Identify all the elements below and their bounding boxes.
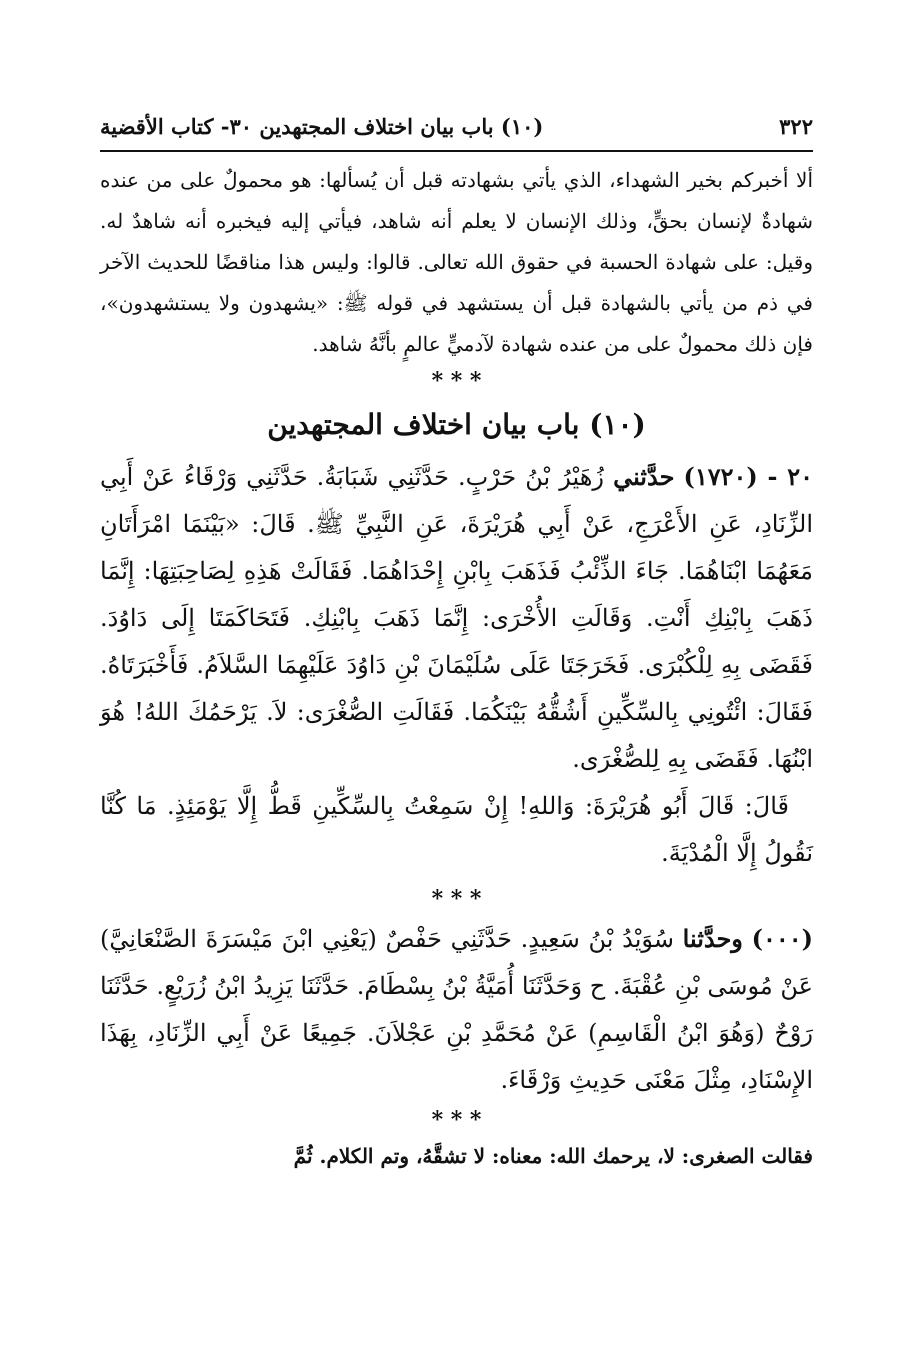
hadith-2-number: (٠٠٠) [751,924,813,953]
hadith-1-number: ٢٠ - (١٧٢٠) [683,462,814,491]
running-title: (١٠) باب بيان اختلاف المجتهدين ٣٠- كتاب الأقضية [100,114,544,139]
hadith-1-opening: حدَّثني [613,462,675,491]
commentary-bottom-paragraph: فقالت الصغرى: لا، يرحمك الله: معناه: لا تشقَّهُ، وتم الكلام. ثُمَّ [293,1144,813,1168]
hadith-2-opening: وحدَّثنا [682,924,743,953]
commentary-top [100,160,813,365]
page-header [100,108,813,148]
separator-stars-3: * * * [431,1107,482,1133]
commentary-paragraph: ألا أخبركم بخير الشهداء، الذي يأتي بشهادته قبل أن يُسألها: هو محمولٌ على من عنده شهادةٌ لإنسان بحقٍّ، وذلك الإنسان لا يعلم أنه شاهد، فيأتي إليه فيخبره أنه شاهدٌ له. وقيل: على شهادة الحسبة في حقوق الله تعالى. قالوا: وليس هذا مناقضًا للحديث الآخر في ذم من يأتي بالشهادة قبل أن يستشهد في قوله ﷺ: «يشهدون ولا يستشهدون»، فإن ذلك محمولٌ على من عنده شهادة لآدميٍّ عالمٍ بأنَّهُ شاهد. [100,168,813,356]
hadith-2-text [100,915,813,1104]
page-body [100,160,813,1177]
header-rule [100,150,813,152]
hadith-2-body: سُوَيْدُ بْنُ سَعِيدٍ. حَدَّثَنِي حَفْصٌ (يَعْنِي ابْنَ مَيْسَرَةَ الصَّنْعَانِيَّ) عَنْ مُوسَى بْنِ عُقْبَةَ. ح وَحَدَّثَنَا أُمَيَّةُ بْنُ بِسْطَامَ. حَدَّثَنَا يَزِيدُ ابْنُ زُرَيْعٍ. حَدَّثَنَا رَوْحٌ (وَهُوَ ابْنُ الْقَاسِمِ) عَنْ مُحَمَّدِ بْنِ عَجْلاَنَ. جَمِيعًا عَنْ أَبِي الزِّنَادِ، بِهَذَا الإِسْنَادِ، مِثْلَ مَعْنَى حَدِيثِ وَرْقَاءَ. [100,925,813,1094]
page-number: ٣٢٢ [779,114,813,139]
commentary-bottom [100,1136,813,1177]
separator-stars-2: * * * [431,886,482,912]
chapter-title: (١٠) باب بيان اختلاف المجتهدين [267,408,646,441]
hadith-1-body: زُهَيْرُ بْنُ حَرْبٍ. حَدَّثَنِي شَبَابَةُ. حَدَّثَنِي وَرْقَاءُ عَنْ أَبِي الزِّنَادِ، عَنِ الأَعْرَجِ، عَنْ أَبِي هُرَيْرَةَ، عَنِ النَّبِيِّ ﷺ. قَالَ: «بَيْنَمَا امْرَأَتَانِ مَعَهُمَا ابْنَاهُمَا. جَاءَ الذِّئْبُ فَذَهَبَ بِابْنِ إِحْدَاهُمَا. فَقَالَتْ هَذِهِ لِصَاحِبَتِهَا: إِنَّمَا ذَهَبَ بِابْنِكِ أَنْتِ. وَقَالَتِ الأُخْرَى: إِنَّمَا ذَهَبَ بِابْنِكِ. فَتَحَاكَمَتَا إِلَى دَاوُدَ. فَقَضَى بِهِ لِلْكُبْرَى. فَخَرَجَتَا عَلَى سُلَيْمَانَ بْنِ دَاوُدَ عَلَيْهِمَا السَّلاَمُ. فَأَخْبَرَتَاهُ. فَقَالَ: ائْتُونِي بِالسِّكِّينِ أَشُقُّهُ بَيْنَكُمَا. فَقَالَتِ الصُّغْرَى: لاَ. يَرْحَمُكَ اللهُ! هُوَ ابْنُهَا. فَقَضَى بِهِ لِلصُّغْرَى. [100,463,814,773]
hadith-2 [100,915,813,1104]
hadith-1 [100,453,813,877]
hadith-1-continuation: قَالَ: قَالَ أَبُو هُرَيْرَةَ: وَاللهِ! إِنْ سَمِعْتُ بِالسِّكِّينِ قَطُّ إِلَّا يَوْمَئِذٍ. مَا كُنَّا نَقُولُ إِلَّا الْمُدْيَةَ. [100,792,813,867]
separator-stars: * * * [431,368,482,394]
hadith-1-text [100,453,813,783]
